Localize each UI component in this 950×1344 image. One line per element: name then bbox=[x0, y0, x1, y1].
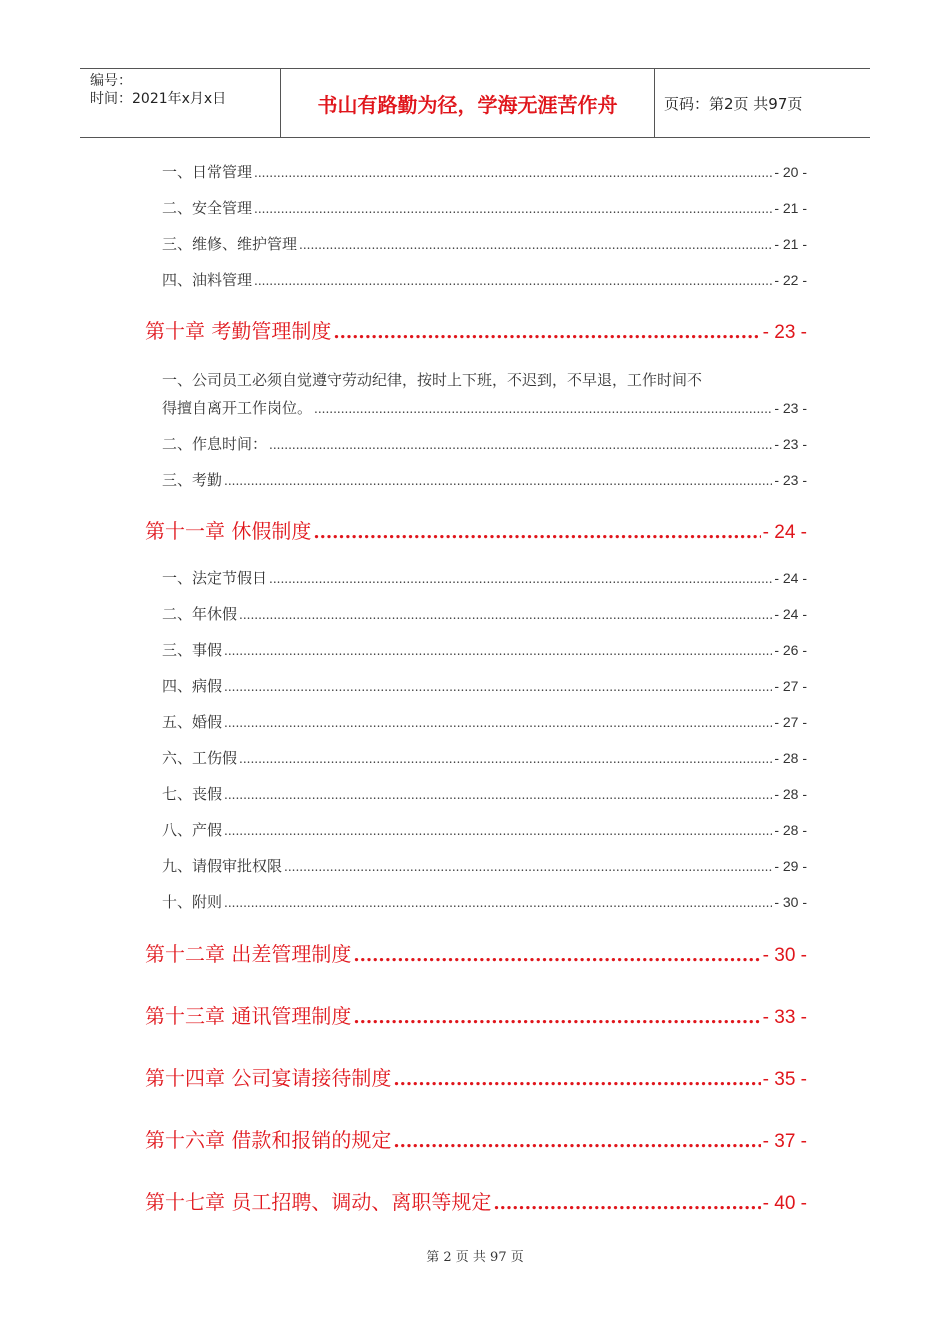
toc-leader-dots bbox=[353, 1007, 760, 1028]
toc-leader-dots bbox=[224, 716, 772, 730]
toc-section-entry[interactable] bbox=[162, 639, 807, 660]
toc-section-entry[interactable] bbox=[162, 783, 807, 804]
toc-leader-dots bbox=[239, 752, 772, 766]
toc-page-number: - 29 - bbox=[774, 858, 807, 874]
toc-entry-label: 一、日常管理 bbox=[162, 163, 253, 181]
toc-page-number: - 26 - bbox=[774, 642, 807, 658]
toc-chapter-entry[interactable] bbox=[145, 1124, 807, 1153]
toc-entry-label: 第十七章 员工招聘、调动、离职等规定 bbox=[145, 1190, 492, 1214]
header-meta bbox=[80, 69, 281, 137]
toc-leader-dots bbox=[254, 166, 772, 180]
toc-entry-label: 三、维修、维护管理 bbox=[162, 235, 298, 253]
toc-page-number: - 35 - bbox=[762, 1069, 807, 1090]
toc-leader-dots bbox=[333, 322, 760, 343]
toc-entry-label-line1: 一、公司员工必须自觉遵守劳动纪律，按时上下班，不迟到，不早退，工作时间不 bbox=[162, 371, 703, 389]
toc-page-number: - 24 - bbox=[774, 606, 807, 622]
toc-entry-label: 三、事假 bbox=[162, 641, 223, 659]
toc-entry-label: 第十三章 通讯管理制度 bbox=[145, 1004, 352, 1028]
toc-leader-dots bbox=[254, 274, 772, 288]
toc-leader-dots bbox=[239, 608, 772, 622]
toc-entry-label: 四、病假 bbox=[162, 677, 223, 695]
toc-page-number: - 23 - bbox=[774, 472, 807, 488]
toc-leader-dots bbox=[353, 945, 760, 966]
toc-page-number: - 28 - bbox=[774, 822, 807, 838]
toc-leader-dots bbox=[269, 438, 772, 452]
toc-page-number: - 30 - bbox=[762, 945, 807, 966]
toc-page-number: - 27 - bbox=[774, 714, 807, 730]
toc-page-number: - 27 - bbox=[774, 678, 807, 694]
toc-entry-label: 二、年休假 bbox=[162, 605, 238, 623]
toc-section-entry[interactable] bbox=[162, 747, 807, 768]
toc-page-number: - 33 - bbox=[762, 1007, 807, 1028]
toc-page-number: - 28 - bbox=[774, 750, 807, 766]
page-header bbox=[80, 68, 870, 138]
toc-page-number: - 30 - bbox=[774, 894, 807, 910]
toc-entry-label: 第十一章 休假制度 bbox=[145, 519, 312, 543]
toc-leader-dots bbox=[269, 572, 772, 586]
serial-label: 编号： bbox=[90, 73, 132, 89]
toc-entry-label: 得擅自离开工作岗位。 bbox=[162, 399, 313, 417]
toc-leader-dots bbox=[224, 474, 772, 488]
toc-leader-dots bbox=[299, 238, 772, 252]
toc-section-entry[interactable] bbox=[162, 567, 807, 588]
toc-leader-dots bbox=[393, 1069, 760, 1090]
toc-chapter-entry[interactable] bbox=[145, 315, 807, 344]
toc-entry-label: 第十二章 出差管理制度 bbox=[145, 942, 352, 966]
toc-chapter-entry[interactable] bbox=[145, 1186, 807, 1215]
date-label: 时间：2021年x月x日 bbox=[90, 91, 227, 107]
toc-page-number: - 20 - bbox=[774, 164, 807, 180]
toc-section-entry[interactable] bbox=[162, 891, 807, 912]
toc-entry-label: 八、产假 bbox=[162, 821, 223, 839]
toc-entry-label: 第十章 考勤管理制度 bbox=[145, 319, 332, 343]
toc-section-entry[interactable] bbox=[162, 603, 807, 624]
toc-leader-dots bbox=[313, 522, 760, 543]
toc-entry-label: 三、考勤 bbox=[162, 471, 223, 489]
toc-page-number: - 21 - bbox=[774, 236, 807, 252]
toc-page-number: - 23 - bbox=[774, 400, 807, 416]
toc-page-number: - 21 - bbox=[774, 200, 807, 216]
toc-entry-label: 二、安全管理 bbox=[162, 199, 253, 217]
toc-entry-label: 二、作息时间： bbox=[162, 435, 268, 453]
toc-chapter-entry[interactable] bbox=[145, 1062, 807, 1091]
header-motto: 书山有路勤为径，学海无涯苦作舟 bbox=[281, 69, 655, 137]
toc-page-number: - 28 - bbox=[774, 786, 807, 802]
toc-section-entry[interactable] bbox=[162, 233, 807, 254]
toc-entry-label: 六、工伤假 bbox=[162, 749, 238, 767]
toc-leader-dots bbox=[224, 824, 772, 838]
toc-leader-dots bbox=[224, 896, 772, 910]
toc-chapter-entry[interactable] bbox=[145, 515, 807, 544]
header-page-info: 页码：第2页 共97页 bbox=[664, 94, 803, 113]
toc-section-entry[interactable] bbox=[162, 397, 807, 418]
toc-entry-label: 十、附则 bbox=[162, 893, 223, 911]
toc-page-number: - 37 - bbox=[762, 1131, 807, 1152]
toc-page-number: - 23 - bbox=[774, 436, 807, 452]
toc-chapter-entry[interactable] bbox=[145, 1000, 807, 1029]
toc-section-entry[interactable] bbox=[162, 711, 807, 732]
toc-leader-dots bbox=[393, 1131, 760, 1152]
toc-section-entry[interactable] bbox=[162, 161, 807, 182]
toc-entry-label: 第十六章 借款和报销的规定 bbox=[145, 1128, 392, 1152]
toc-leader-dots bbox=[224, 680, 772, 694]
toc-leader-dots bbox=[284, 860, 772, 874]
toc-leader-dots bbox=[314, 402, 772, 416]
toc-section-entry[interactable] bbox=[162, 269, 807, 290]
toc-section-entry[interactable] bbox=[162, 469, 807, 490]
toc-entry-label: 七、丧假 bbox=[162, 785, 223, 803]
toc-leader-dots bbox=[224, 644, 772, 658]
toc-section-entry[interactable] bbox=[162, 819, 807, 840]
toc-section-entry[interactable] bbox=[162, 855, 807, 876]
toc-leader-dots bbox=[493, 1193, 760, 1214]
toc-leader-dots bbox=[254, 202, 772, 216]
toc-chapter-entry[interactable] bbox=[145, 938, 807, 967]
toc-page-number: - 23 - bbox=[762, 322, 807, 343]
toc-page-number: - 24 - bbox=[762, 522, 807, 543]
toc-leader-dots bbox=[224, 788, 772, 802]
toc-page-number: - 40 - bbox=[762, 1193, 807, 1214]
toc-section-entry[interactable] bbox=[162, 675, 807, 696]
page-footer: 第 2 页 共 97 页 bbox=[426, 1250, 524, 1265]
toc-entry-label: 第十四章 公司宴请接待制度 bbox=[145, 1066, 392, 1090]
toc-entry-label: 五、婚假 bbox=[162, 713, 223, 731]
toc-section-entry[interactable] bbox=[162, 197, 807, 218]
toc-page-number: - 24 - bbox=[774, 570, 807, 586]
toc-entry-label: 四、油料管理 bbox=[162, 271, 253, 289]
toc-entry-label: 一、法定节假日 bbox=[162, 569, 268, 587]
toc-page-number: - 22 - bbox=[774, 272, 807, 288]
toc-section-entry[interactable] bbox=[162, 433, 807, 454]
toc-entry-label: 九、请假审批权限 bbox=[162, 857, 283, 875]
